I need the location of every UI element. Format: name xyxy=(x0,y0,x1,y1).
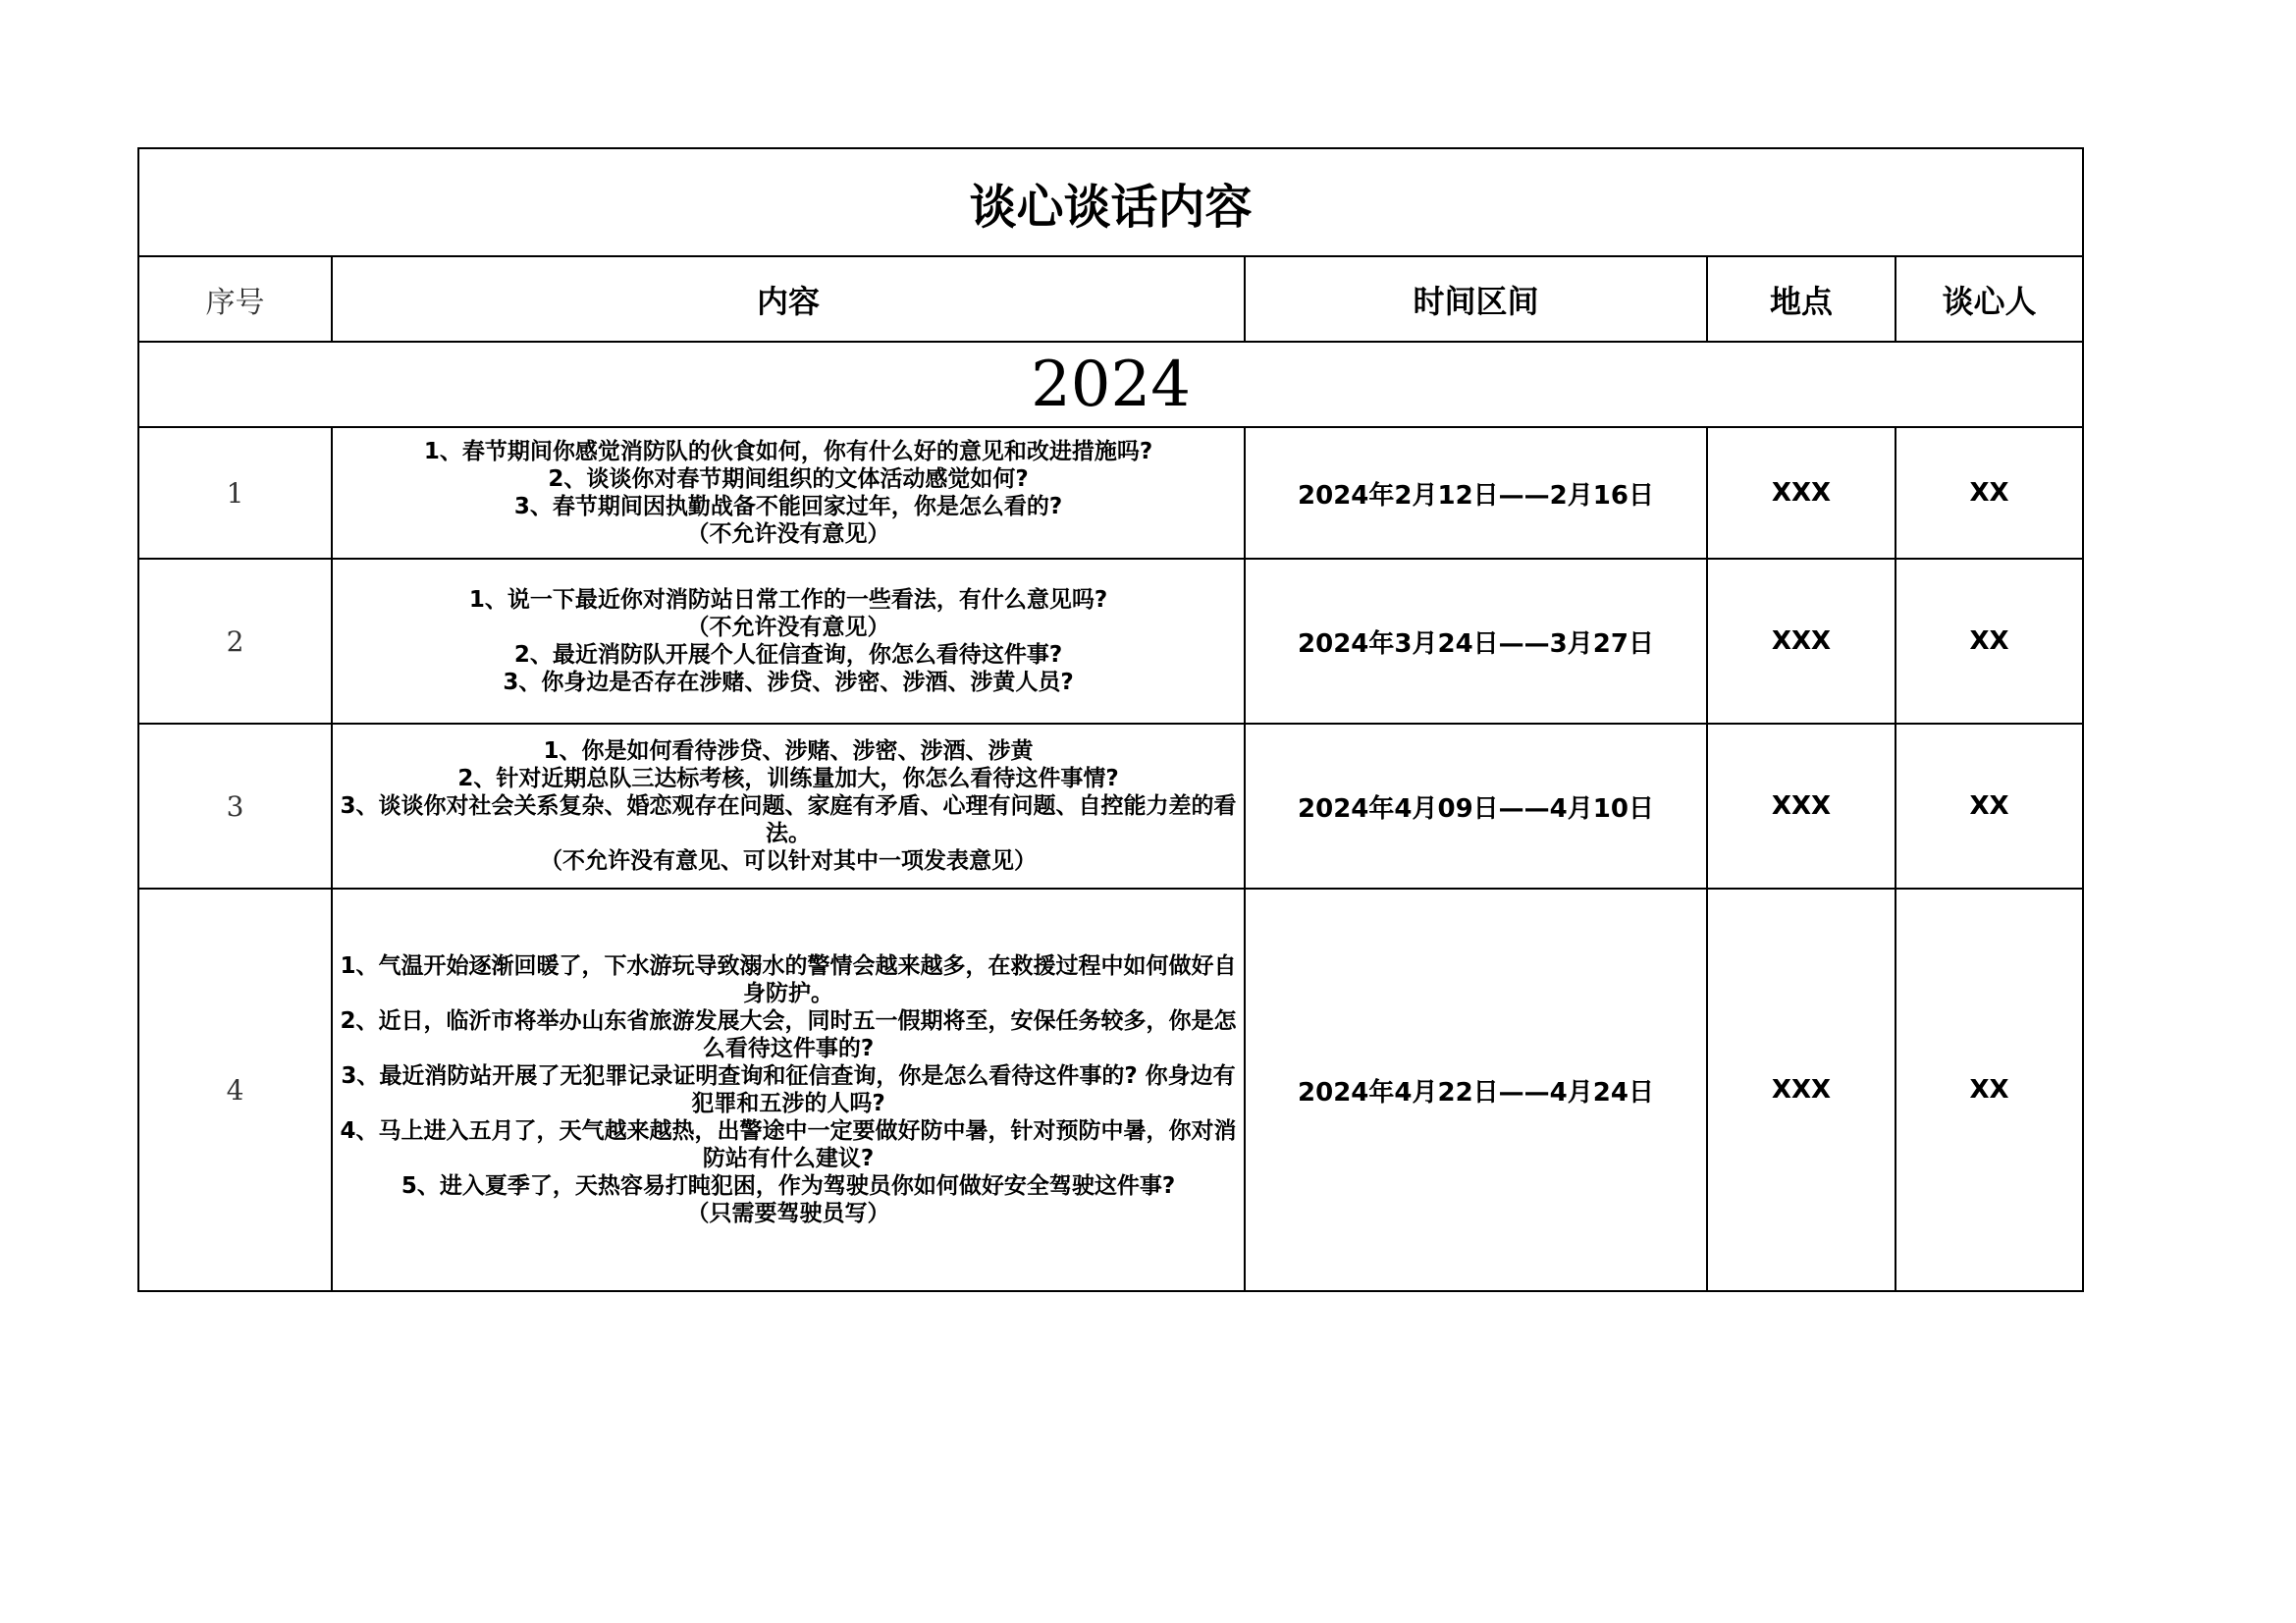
row-seq: 1 xyxy=(138,427,332,559)
header-place: 地点 xyxy=(1707,256,1896,342)
header-row xyxy=(138,256,2083,342)
row-place: XXX xyxy=(1707,559,1896,724)
row-seq: 4 xyxy=(138,889,332,1291)
row-place: XXX xyxy=(1707,724,1896,889)
row-period: 2024年4月22日——4月24日 xyxy=(1245,889,1707,1291)
header-talker: 谈心人 xyxy=(1896,256,2083,342)
content-line: 1、你是如何看待涉贷、涉赌、涉密、涉酒、涉黄 xyxy=(543,738,1034,764)
row-content xyxy=(332,559,1245,724)
row-talker: XX xyxy=(1896,559,2083,724)
talk-content-table xyxy=(137,147,2084,1292)
row-content xyxy=(332,427,1245,559)
row-period: 2024年2月12日——2月16日 xyxy=(1245,427,1707,559)
content-line: （不允许没有意见、可以针对其中一项发表意见） xyxy=(540,848,1037,874)
content-line: 2、近日，临沂市将举办山东省旅游发展大会，同时五一假期将至，安保任务较多，你是怎么看待这件事的? xyxy=(340,1008,1237,1061)
content-line: （不允许没有意见） xyxy=(686,521,890,547)
row-talker: XX xyxy=(1896,427,2083,559)
content-line: 3、谈谈你对社会关系复杂、婚恋观存在问题、家庭有矛盾、心理有问题、自控能力差的看法。 xyxy=(340,793,1237,846)
content-line: 2、谈谈你对春节期间组织的文体活动感觉如何? xyxy=(548,466,1029,492)
table-row xyxy=(138,889,2083,1291)
table-row xyxy=(138,559,2083,724)
content-line: 4、马上进入五月了，天气越来越热，出警途中一定要做好防中暑，针对预防中暑，你对消防站有什么建议? xyxy=(340,1118,1237,1171)
year-banner: 2024 xyxy=(138,342,2083,427)
row-period: 2024年4月09日——4月10日 xyxy=(1245,724,1707,889)
content-line: 3、春节期间因执勤战备不能回家过年，你是怎么看的? xyxy=(513,494,1063,519)
table-row xyxy=(138,427,2083,559)
content-line: 3、你身边是否存在涉赌、涉贷、涉密、涉酒、涉黄人员? xyxy=(503,670,1074,695)
content-line: 1、说一下最近你对消防站日常工作的一些看法，有什么意见吗? xyxy=(468,587,1108,613)
row-talker: XX xyxy=(1896,724,2083,889)
header-period: 时间区间 xyxy=(1245,256,1707,342)
row-period: 2024年3月24日——3月27日 xyxy=(1245,559,1707,724)
header-seq: 序号 xyxy=(138,256,332,342)
content-line: （不允许没有意见） xyxy=(686,615,890,640)
row-talker: XX xyxy=(1896,889,2083,1291)
table-row xyxy=(138,724,2083,889)
content-line: 3、最近消防站开展了无犯罪记录证明查询和征信查询，你是怎么看待这件事的? 你身边有犯罪和五涉的人吗? xyxy=(341,1063,1236,1116)
row-place: XXX xyxy=(1707,427,1896,559)
row-seq: 3 xyxy=(138,724,332,889)
row-content xyxy=(332,889,1245,1291)
row-place: XXX xyxy=(1707,889,1896,1291)
row-seq: 2 xyxy=(138,559,332,724)
content-line: 2、最近消防队开展个人征信查询，你怎么看待这件事? xyxy=(513,642,1063,668)
header-content: 内容 xyxy=(332,256,1245,342)
content-line: 5、进入夏季了，天热容易打盹犯困，作为驾驶员你如何做好安全驾驶这件事? xyxy=(400,1173,1176,1199)
content-line: 1、气温开始逐渐回暖了，下水游玩导致溺水的警情会越来越多，在救援过程中如何做好自身防护。 xyxy=(340,953,1237,1006)
content-line: （只需要驾驶员写） xyxy=(686,1201,890,1226)
row-content xyxy=(332,724,1245,889)
table-title: 谈心谈话内容 xyxy=(138,148,2083,256)
content-line: 2、针对近期总队三达标考核，训练量加大，你怎么看待这件事情? xyxy=(457,766,1119,791)
content-line: 1、春节期间你感觉消防队的伙食如何，你有什么好的意见和改进措施吗? xyxy=(423,439,1153,464)
